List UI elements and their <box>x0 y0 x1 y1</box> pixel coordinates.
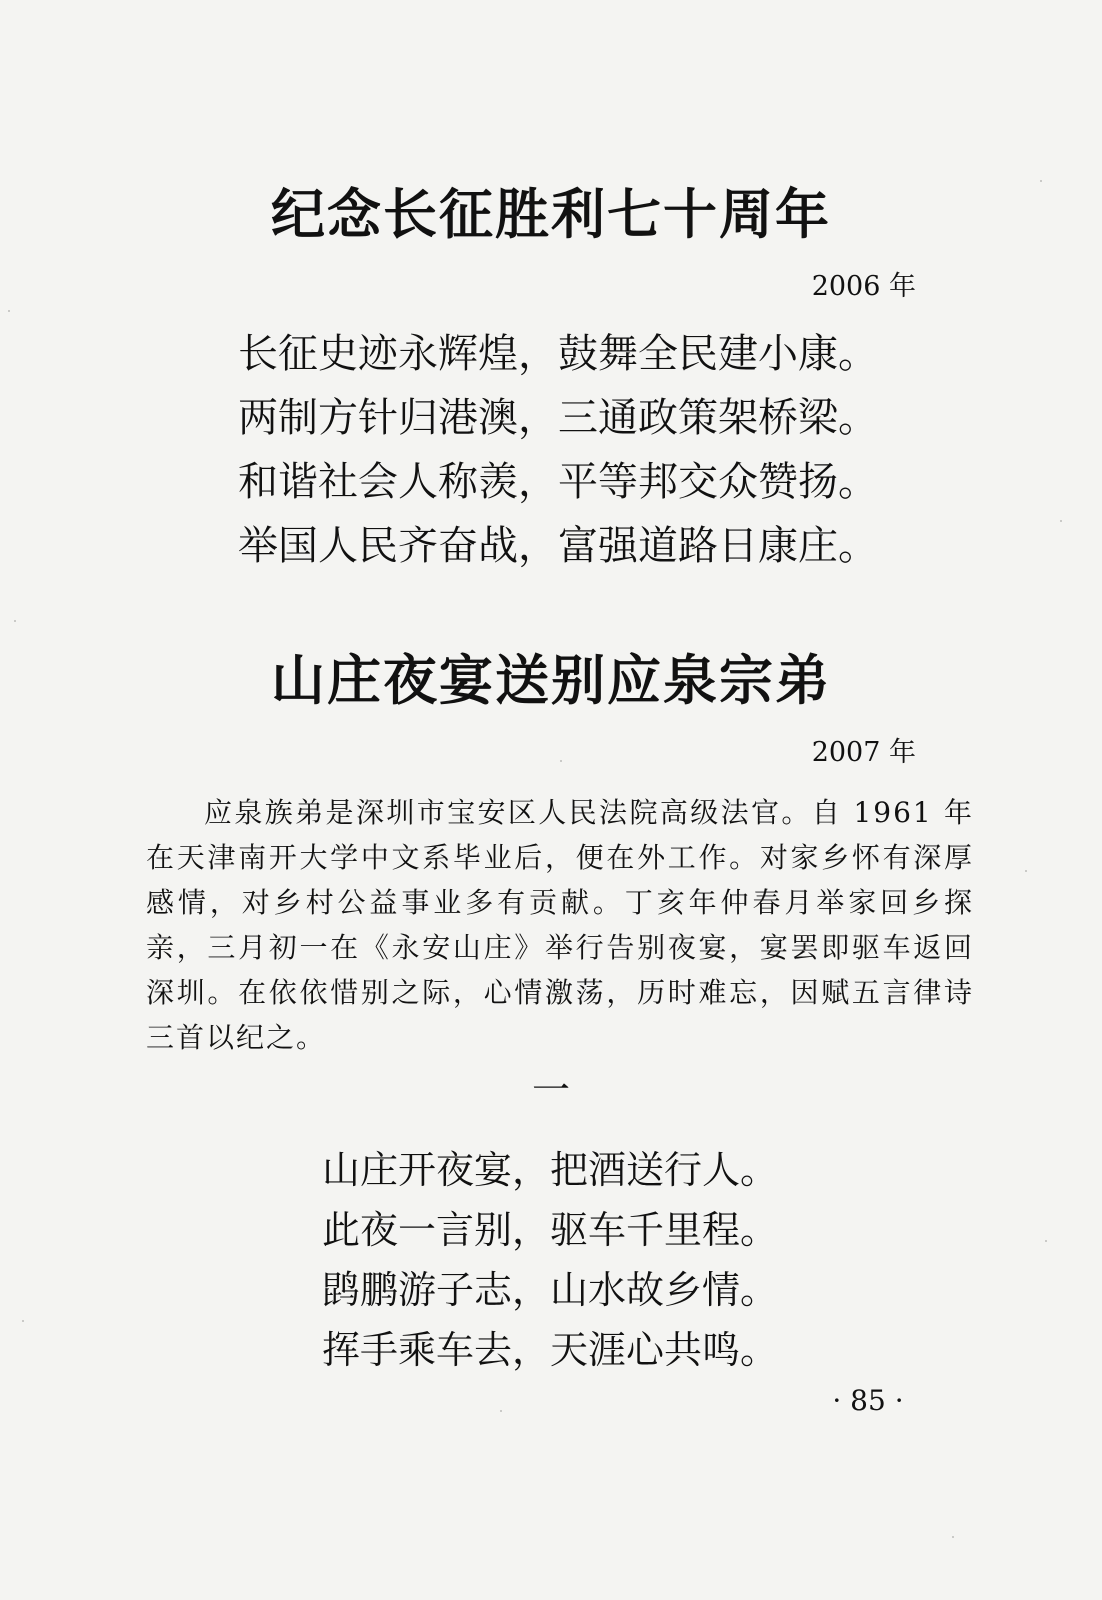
page-number: · 85 · <box>832 1384 904 1417</box>
scan-speck <box>14 620 16 622</box>
scan-speck <box>22 1320 24 1322</box>
poem-line: 两制方针归港澳，三通政策架桥梁。 <box>238 395 878 441</box>
scan-speck <box>560 760 562 762</box>
scan-speck <box>500 1410 502 1412</box>
poem-body-farewell-banquet <box>322 1140 778 1380</box>
poem-line: 举国人民齐奋战，富强道路日康庄。 <box>238 523 878 569</box>
poem-line: 鹍鹏游子志，山水故乡情。 <box>322 1268 779 1312</box>
poem-body-long-march <box>238 322 878 578</box>
scan-speck <box>1025 870 1027 872</box>
poem-preface: 应泉族弟是深圳市宝安区人民法院高级法官。自 1961 年在天津南开大学中文系毕业后，便在外工作。对家乡怀有深厚感情，对乡村公益事业多有贡献。丁亥年仲春月举家回乡探亲，三月初一在《永安山庄》举行告别夜宴，宴罢即驱车返回深圳。在依依惜别之际，心情激荡，历时难忘，因赋五言律诗三首以纪之。 <box>146 796 974 1054</box>
poem-line: 挥手乘车去，天涯心共鸣。 <box>322 1328 779 1372</box>
poem-title-long-march: 纪念长征胜利七十周年 <box>271 182 831 246</box>
scan-speck <box>1045 1240 1047 1242</box>
poem-year-2006: 2006 年 <box>811 271 916 302</box>
poem-title-farewell-banquet: 山庄夜宴送别应泉宗弟 <box>271 648 831 712</box>
poem-line: 山庄开夜宴，把酒送行人。 <box>322 1148 779 1192</box>
poem-line: 长征史迹永辉煌，鼓舞全民建小康。 <box>238 331 878 377</box>
scan-speck <box>1040 180 1042 182</box>
scan-speck <box>1060 520 1062 522</box>
scan-speck <box>8 310 10 312</box>
poem-year-2007: 2007 年 <box>811 737 916 768</box>
poem-section-number: 一 <box>531 1068 570 1112</box>
poem-line: 和谐社会人称羡，平等邦交众赞扬。 <box>238 459 878 505</box>
scan-speck <box>952 1536 954 1538</box>
poem-line: 此夜一言别，驱车千里程。 <box>322 1208 779 1252</box>
